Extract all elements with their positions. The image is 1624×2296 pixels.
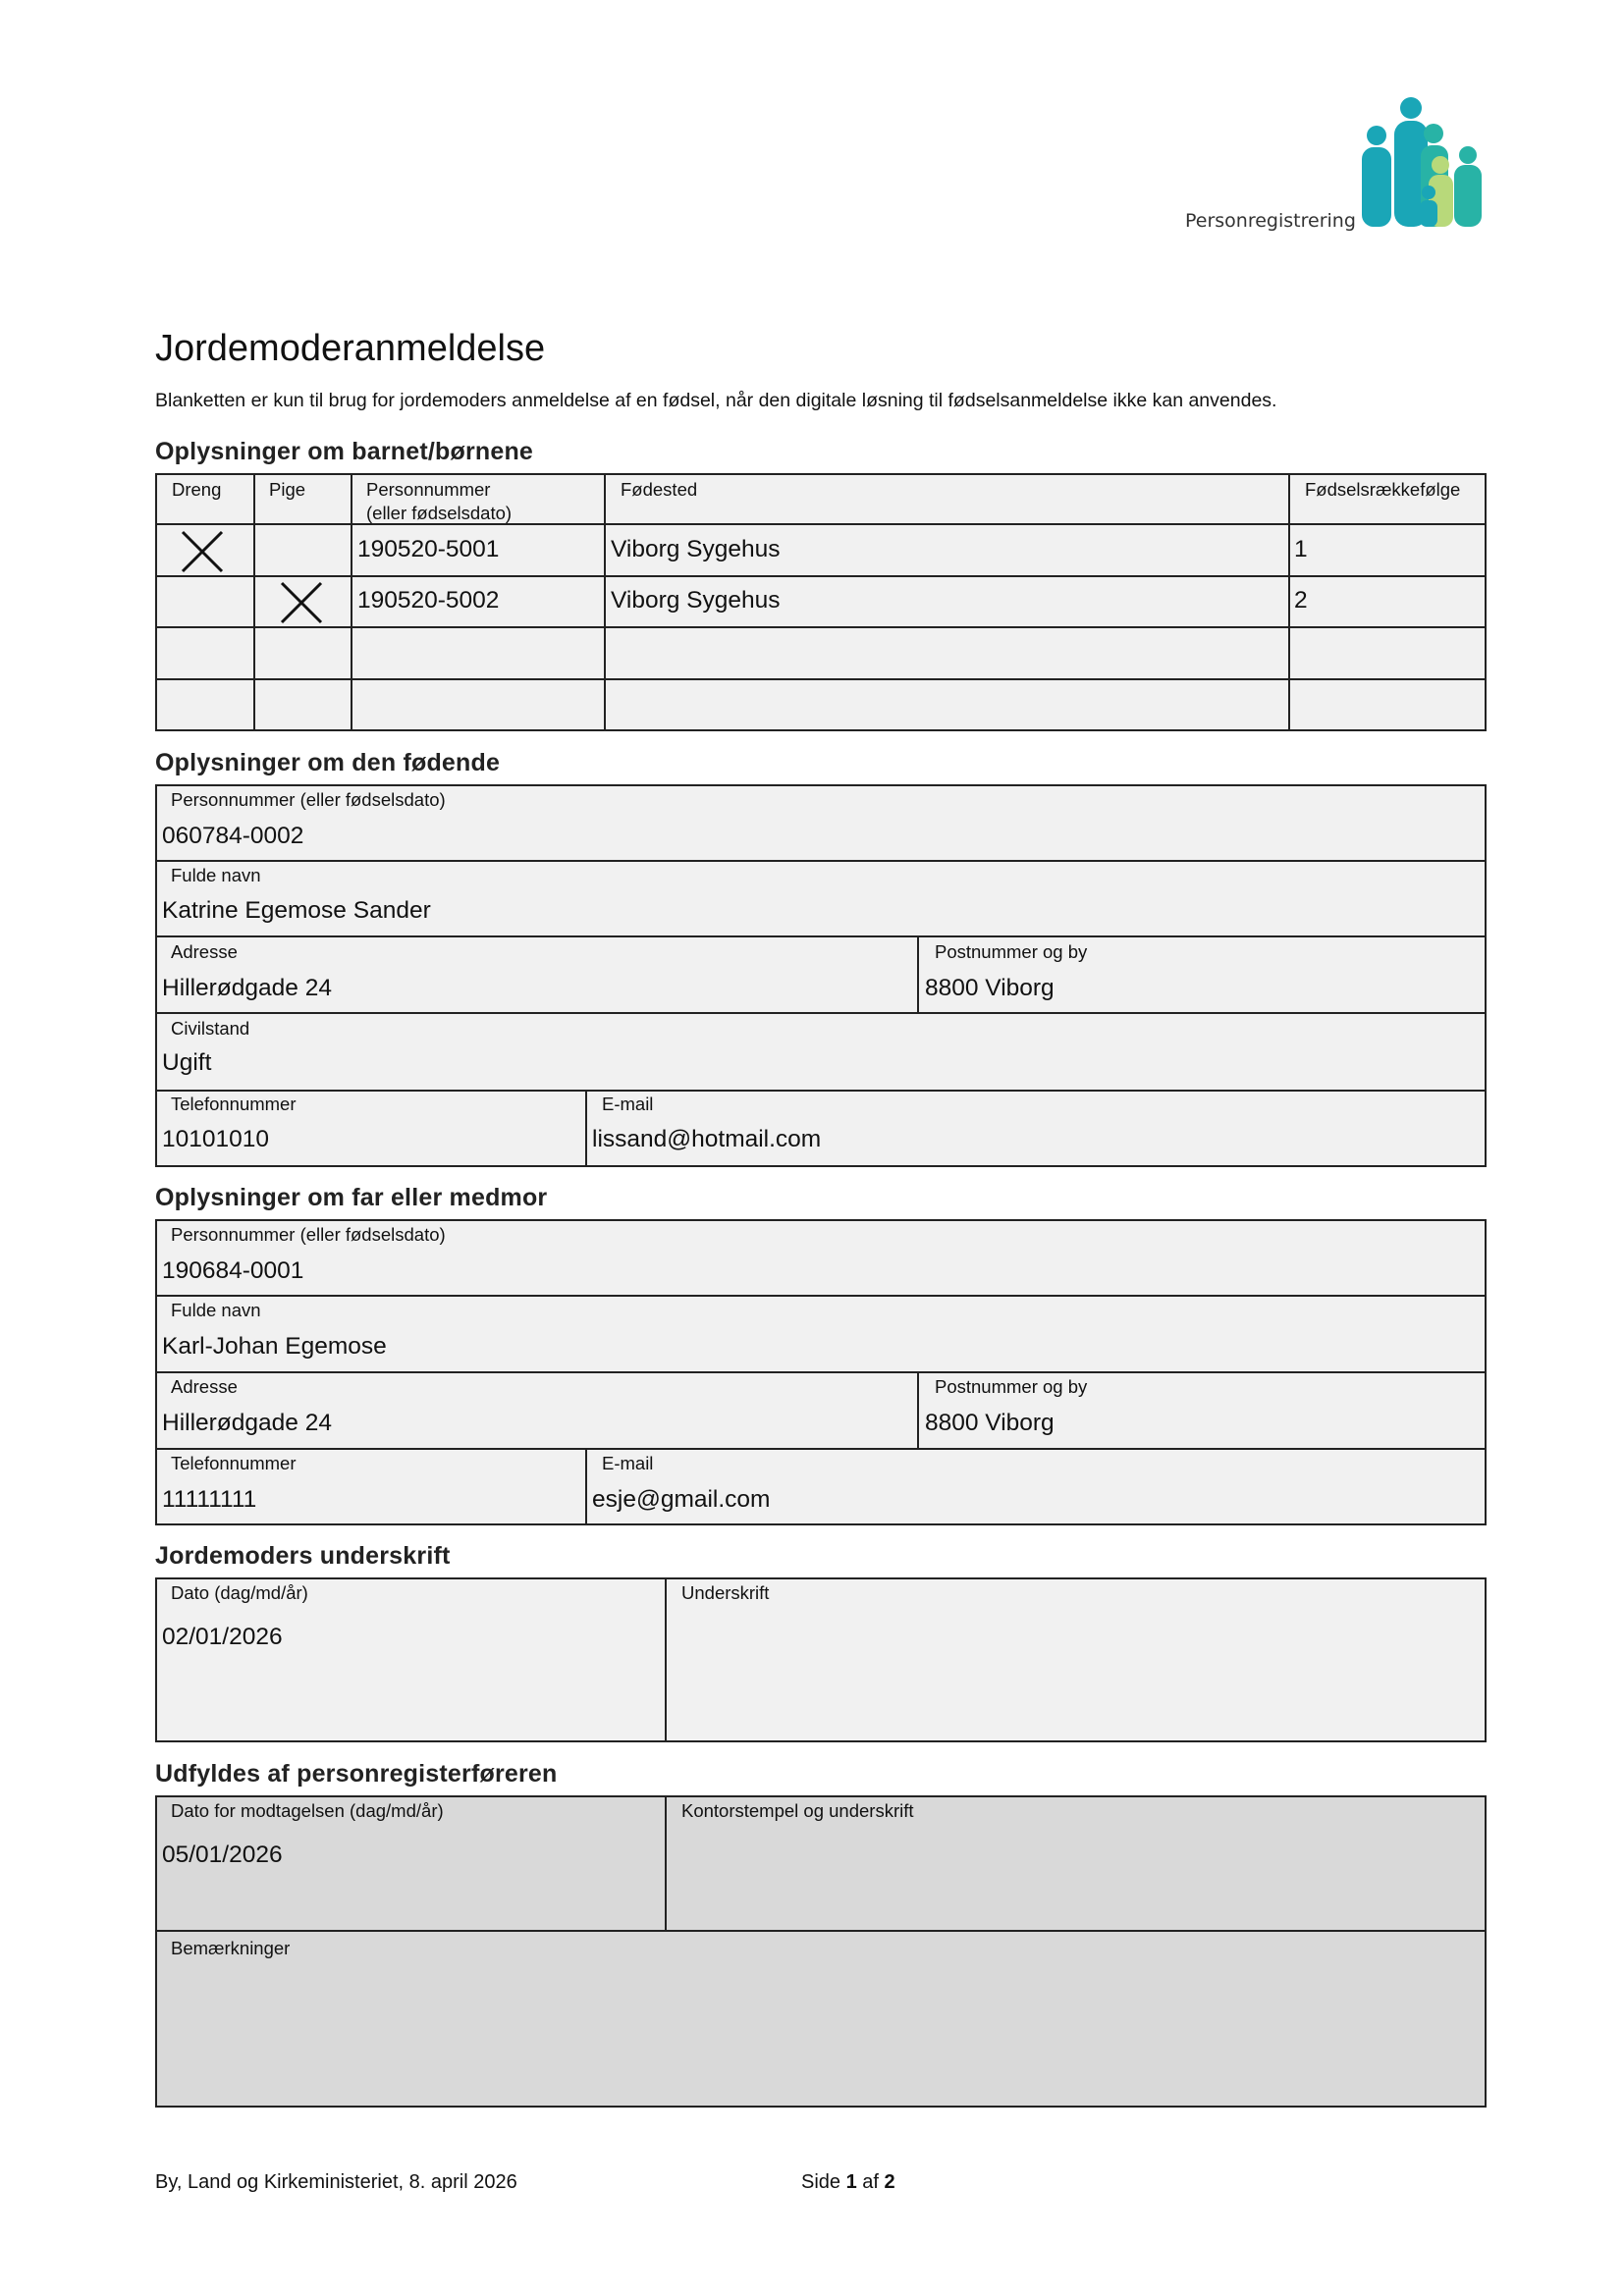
girl-checkbox-row-1[interactable] (255, 526, 349, 573)
registrar-date-field[interactable]: 05/01/2026 (162, 1842, 283, 1868)
mother-address-label: Adresse (171, 941, 238, 962)
child-cpr-row-2[interactable]: 190520-5002 (357, 587, 500, 614)
mother-section-heading: Oplysninger om den fødende (155, 749, 501, 776)
footer-page-number (801, 2171, 895, 2194)
mother-address-field[interactable]: Hillerødgade 24 (162, 975, 332, 1001)
girl-checkbox-row-2[interactable] (278, 579, 325, 626)
mother-name-label: Fulde navn (171, 865, 261, 885)
logo-text: Personregistrering (1185, 210, 1356, 232)
header-birthplace: Fødested (621, 479, 698, 500)
header-cpr: Personnummer (366, 479, 491, 500)
boy-checkbox-row-1[interactable] (179, 528, 226, 575)
mother-civil-label: Civilstand (171, 1018, 250, 1039)
father-phone-label: Telefonnummer (171, 1453, 297, 1473)
logo (1178, 94, 1489, 238)
header-boy: Dreng (172, 479, 222, 500)
girl-checkbox-row-4[interactable] (255, 681, 349, 729)
mother-zip-label: Postnummer og by (935, 941, 1088, 962)
child-order-row-1[interactable]: 1 (1294, 536, 1308, 562)
mother-phone-field[interactable]: 10101010 (162, 1126, 270, 1152)
child-cpr-row-1[interactable]: 190520-5001 (357, 536, 500, 562)
father-address-label: Adresse (171, 1376, 238, 1397)
mother-form (155, 784, 1487, 1167)
registrar-stamp-field[interactable] (668, 1828, 1483, 1928)
page-mid: af (856, 2171, 885, 2193)
page-prefix: Side (801, 2171, 846, 2193)
midwife-date-label: Dato (dag/md/år) (171, 1582, 308, 1603)
father-zip-field[interactable]: 8800 Viborg (925, 1410, 1055, 1436)
father-cpr-label: Personnummer (eller fødselsdato) (171, 1224, 446, 1245)
boy-checkbox-row-3[interactable] (157, 629, 251, 676)
mother-civil-field[interactable]: Ugift (162, 1049, 212, 1076)
page-title: Jordemoderanmeldelse (155, 328, 546, 369)
mother-email-field[interactable]: lissand@hotmail.com (592, 1126, 822, 1152)
child-birthplace-row-2[interactable]: Viborg Sygehus (611, 587, 781, 614)
midwife-signature-field[interactable] (668, 1610, 1483, 1739)
registrar-stamp-label: Kontorstempel og underskrift (681, 1800, 914, 1821)
midwife-date-field[interactable]: 02/01/2026 (162, 1624, 283, 1650)
header-girl: Pige (269, 479, 306, 500)
remarks-field[interactable] (158, 1963, 1484, 2105)
father-name-field[interactable]: Karl-Johan Egemose (162, 1333, 387, 1360)
footer-ministry: By, Land og Kirkeministeriet, 8. april 2026 (155, 2171, 517, 2193)
boy-checkbox-row-4[interactable] (157, 681, 251, 729)
children-table (155, 473, 1487, 731)
father-phone-field[interactable]: 11111111 (162, 1486, 257, 1513)
midwife-section-heading: Jordemoders underskrift (155, 1542, 451, 1570)
mother-zip-field[interactable]: 8800 Viborg (925, 975, 1055, 1001)
midwife-signature-label: Underskrift (681, 1582, 770, 1603)
father-name-label: Fulde navn (171, 1300, 261, 1320)
family-figures-logo-icon (1350, 94, 1488, 232)
header-order: Fødselsrækkefølge (1305, 479, 1461, 500)
mother-phone-label: Telefonnummer (171, 1094, 297, 1114)
father-zip-label: Postnummer og by (935, 1376, 1088, 1397)
mother-email-label: E-mail (602, 1094, 654, 1114)
intro-text: Blanketten er kun til brug for jordemoders anmeldelse af en fødsel, når den digitale løsning til fødselsanmeldelse ikke kan anvendes. (155, 390, 1277, 411)
child-birthplace-row-1[interactable]: Viborg Sygehus (611, 536, 781, 562)
registrar-date-label: Dato for modtagelsen (dag/md/år) (171, 1800, 444, 1821)
mother-cpr-label: Personnummer (eller fødselsdato) (171, 789, 446, 810)
child-order-row-2[interactable]: 2 (1294, 587, 1308, 614)
children-section-heading: Oplysninger om barnet/børnene (155, 438, 534, 465)
father-email-label: E-mail (602, 1453, 654, 1473)
father-email-field[interactable]: esje@gmail.com (592, 1486, 771, 1513)
remarks-label: Bemærkninger (171, 1938, 291, 1958)
father-address-field[interactable]: Hillerødgade 24 (162, 1410, 332, 1436)
father-section-heading: Oplysninger om far eller medmor (155, 1184, 548, 1211)
registrar-section-heading: Udfyldes af personregisterføreren (155, 1760, 558, 1788)
mother-cpr-field[interactable]: 060784-0002 (162, 823, 304, 849)
mother-name-field[interactable]: Katrine Egemose Sander (162, 897, 431, 924)
page-total: 2 (884, 2171, 895, 2193)
girl-checkbox-row-3[interactable] (255, 629, 349, 676)
father-cpr-field[interactable]: 190684-0001 (162, 1257, 304, 1284)
header-cpr-sub: (eller fødselsdato) (366, 503, 513, 523)
page-current: 1 (845, 2171, 857, 2193)
boy-checkbox-row-2[interactable] (157, 578, 251, 625)
